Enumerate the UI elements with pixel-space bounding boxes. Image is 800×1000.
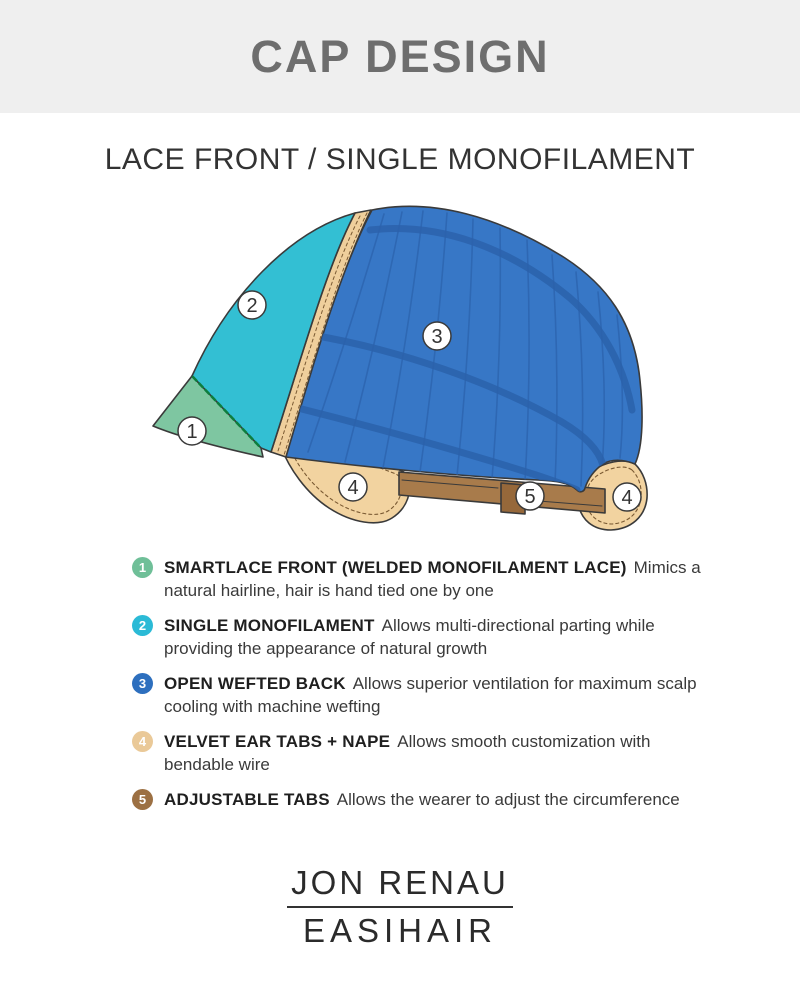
legend-term: ADJUSTABLE TABS <box>164 790 330 809</box>
cap-diagram <box>140 200 680 550</box>
svg-text:3: 3 <box>431 326 443 348</box>
brand-line2: EASIHAIR <box>302 912 498 949</box>
footer <box>0 864 800 950</box>
legend-term: VELVET EAR TABS + NAPE <box>164 732 391 751</box>
legend-bullet: 1 <box>132 557 153 578</box>
legend-desc: Allows superior ventilation for maximum scalp cooling with machine wefting <box>164 674 697 716</box>
legend-term: SMARTLACE FRONT (WELDED MONOFILAMENT LACE) <box>164 558 627 577</box>
svg-text:4: 4 <box>621 487 633 509</box>
legend-term: OPEN WEFTED BACK <box>164 674 346 693</box>
legend-item-single-monofilament <box>132 614 772 660</box>
legend-item-smartlace-front <box>132 556 772 602</box>
brand-divider <box>287 906 513 908</box>
legend-desc: Allows multi-directional parting while providing the appearance of natural growth <box>164 616 655 658</box>
legend-bullet: 4 <box>132 731 153 752</box>
legend-text <box>164 730 659 776</box>
svg-text:5: 5 <box>524 486 536 508</box>
legend-term: SINGLE MONOFILAMENT <box>164 616 375 635</box>
callout-monofilament <box>238 291 266 319</box>
legend-text <box>164 614 689 660</box>
svg-text:4: 4 <box>347 477 359 499</box>
callout-nape-tab <box>613 483 641 511</box>
callout-adjustable-tabs <box>516 482 544 510</box>
header-band <box>0 0 800 113</box>
legend-desc: Allows the wearer to adjust the circumference <box>336 790 680 809</box>
legend-desc: Allows smooth customization with bendable wire <box>164 732 651 774</box>
legend-item-open-wefted-back <box>132 672 772 718</box>
legend-text <box>164 672 709 718</box>
legend-text <box>164 788 680 811</box>
legend-bullet: 5 <box>132 789 153 810</box>
legend-bullet: 3 <box>132 673 153 694</box>
svg-text:2: 2 <box>246 295 258 317</box>
legend <box>132 556 772 823</box>
callout-wefted-back <box>423 322 451 350</box>
legend-item-velvet-ear-tabs <box>132 730 772 776</box>
brand-name: JON RENAU <box>291 864 509 901</box>
callout-smartlace-front <box>178 417 206 445</box>
legend-bullet: 2 <box>132 615 153 636</box>
legend-desc: Mimics a natural hairline, hair is hand tied one by one <box>164 558 701 600</box>
subtitle: LACE FRONT / SINGLE MONOFILAMENT <box>104 143 696 176</box>
cap-shapes <box>153 206 647 530</box>
legend-text <box>164 556 749 602</box>
svg-text:1: 1 <box>186 421 198 443</box>
legend-item-adjustable-tabs <box>132 788 772 811</box>
page-title: CAP DESIGN <box>250 30 550 82</box>
callout-ear-tab-left <box>339 473 367 501</box>
